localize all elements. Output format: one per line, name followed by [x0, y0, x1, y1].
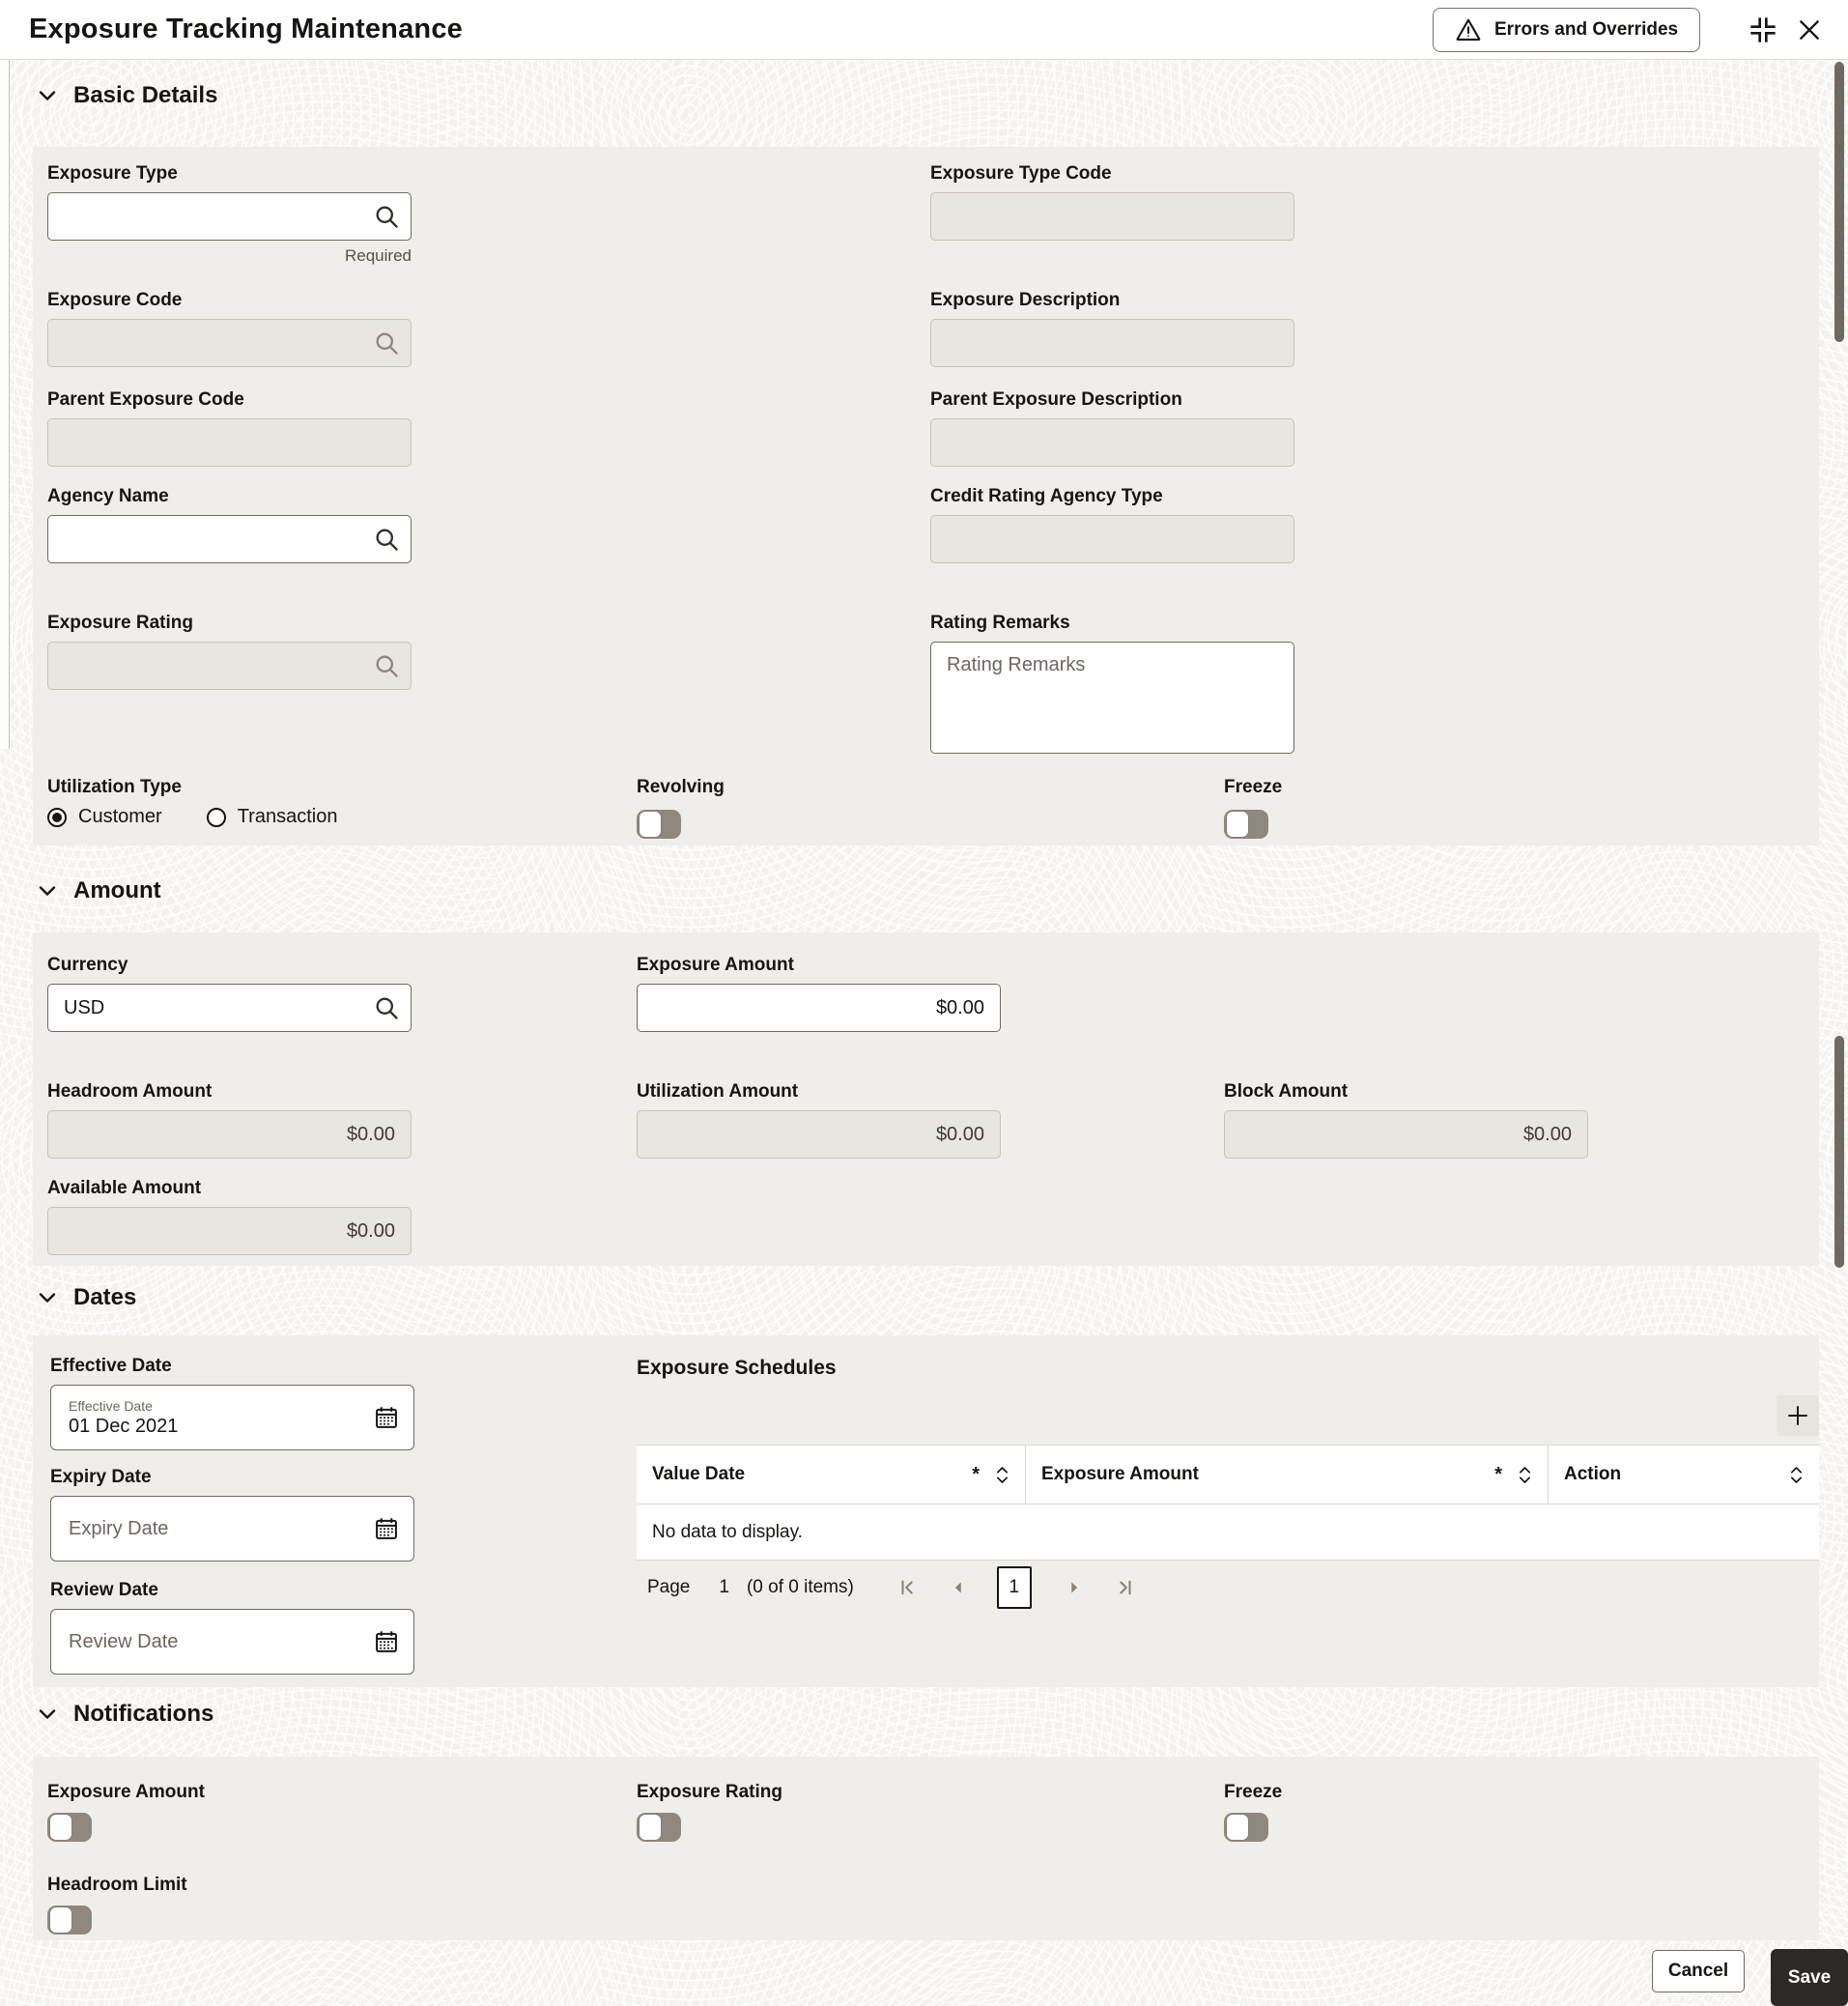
close-icon[interactable] [1793, 14, 1826, 46]
search-icon[interactable] [373, 994, 400, 1021]
current-page-button[interactable]: 1 [997, 1566, 1032, 1609]
revolving-field [637, 777, 1001, 839]
basic-details-panel [33, 147, 1819, 845]
credit-rating-agency-type-label: Credit Rating Agency Type [930, 486, 1163, 506]
chevron-down-icon [39, 1292, 56, 1304]
expiry-date-input[interactable] [50, 1496, 414, 1562]
expiry-date-placeholder: Expiry Date [69, 1517, 169, 1539]
exposure-description-field [930, 290, 1294, 367]
agency-name-field [47, 486, 412, 563]
block-amount-label: Block Amount [1224, 1081, 1349, 1102]
available-amount-field [47, 1178, 412, 1255]
column-header-action[interactable]: Action [1548, 1446, 1819, 1504]
toggle-knob [1227, 812, 1248, 837]
column-header-value-date[interactable]: Value Date * [637, 1446, 1025, 1504]
parent-exposure-code-input [47, 418, 412, 467]
search-icon [373, 652, 400, 679]
calendar-icon[interactable] [373, 1515, 400, 1542]
section-header-notifications[interactable] [39, 1700, 213, 1729]
parent-exposure-description-label: Parent Exposure Description [930, 389, 1182, 410]
errors-and-overrides-button[interactable] [1433, 8, 1700, 52]
chevron-down-icon [39, 90, 56, 101]
rating-remarks-textarea[interactable] [930, 642, 1294, 754]
notification-headroom-limit-label: Headroom Limit [47, 1875, 187, 1895]
freeze-label: Freeze [1224, 777, 1283, 797]
exposure-schedules-table [637, 1445, 1819, 1561]
notification-exposure-amount-field [47, 1782, 412, 1842]
required-asterisk: * [972, 1463, 980, 1485]
exposure-type-label: Exposure Type [47, 163, 178, 184]
toggle-knob [50, 1815, 71, 1840]
notification-exposure-amount-label: Exposure Amount [47, 1782, 205, 1802]
page-scrollbar-thumb[interactable] [1834, 1036, 1844, 1268]
parent-exposure-description-input [930, 418, 1294, 467]
available-amount-input [47, 1207, 412, 1255]
items-count: (0 of 0 items) [746, 1577, 854, 1597]
radio-customer[interactable] [47, 806, 162, 828]
currency-field [47, 955, 412, 1032]
exposure-code-label: Exposure Code [47, 290, 183, 310]
parent-exposure-code-field [47, 389, 412, 467]
review-date-field [50, 1580, 414, 1675]
utilization-type-radio-group [47, 806, 588, 828]
search-icon[interactable] [373, 203, 400, 230]
page-number: 1 [719, 1577, 729, 1597]
utilization-amount-input [637, 1110, 1001, 1159]
notification-headroom-limit-field [47, 1875, 412, 1934]
empty-table-row [637, 1504, 1819, 1561]
exposure-amount-label: Exposure Amount [637, 955, 794, 975]
notification-freeze-field [1224, 1782, 1588, 1842]
exposure-type-code-field [930, 163, 1294, 241]
sort-icon[interactable] [995, 1465, 1009, 1485]
calendar-icon[interactable] [373, 1404, 400, 1431]
save-button[interactable]: Save [1771, 1949, 1848, 2006]
effective-date-input[interactable] [50, 1385, 414, 1450]
notification-freeze-label: Freeze [1224, 1782, 1283, 1802]
revolving-toggle[interactable] [637, 810, 681, 839]
chevron-down-icon [39, 1708, 56, 1720]
add-schedule-button[interactable] [1777, 1395, 1819, 1436]
currency-input[interactable] [47, 984, 412, 1032]
calendar-icon[interactable] [373, 1628, 400, 1655]
block-amount-input [1224, 1110, 1588, 1159]
notification-exposure-rating-toggle[interactable] [637, 1813, 681, 1842]
exposure-type-code-label: Exposure Type Code [930, 163, 1112, 184]
page-label: Page [647, 1577, 691, 1597]
notification-freeze-toggle[interactable] [1224, 1813, 1268, 1842]
exposure-type-input[interactable] [47, 192, 412, 241]
amount-panel [33, 932, 1819, 1266]
errors-and-overrides-label: Errors and Overrides [1494, 19, 1679, 40]
required-note: Required [345, 246, 412, 265]
utilization-amount-field [637, 1081, 1001, 1159]
cancel-button[interactable]: Cancel [1652, 1950, 1745, 1992]
notification-exposure-rating-label: Exposure Rating [637, 1782, 782, 1802]
review-date-label: Review Date [50, 1580, 158, 1600]
currency-label: Currency [47, 955, 128, 975]
notification-exposure-rating-field [637, 1782, 1001, 1842]
parent-exposure-description-field [930, 389, 1294, 467]
sort-icon[interactable] [1518, 1465, 1532, 1485]
section-title: Amount [73, 877, 161, 903]
sort-icon[interactable] [1789, 1465, 1804, 1485]
section-header-dates[interactable] [39, 1283, 136, 1312]
available-amount-label: Available Amount [47, 1178, 202, 1198]
headroom-amount-label: Headroom Amount [47, 1081, 213, 1102]
rating-remarks-label: Rating Remarks [930, 613, 1070, 633]
exposure-amount-input[interactable] [637, 984, 1001, 1032]
last-page-icon[interactable] [1113, 1576, 1136, 1599]
radio-transaction-label: Transaction [237, 806, 338, 827]
exposure-description-label: Exposure Description [930, 290, 1121, 310]
agency-name-input[interactable] [47, 515, 412, 563]
notifications-panel [33, 1757, 1819, 1940]
review-date-input[interactable] [50, 1609, 414, 1675]
radio-customer-label: Customer [78, 806, 162, 827]
search-icon [373, 330, 400, 357]
section-title: Dates [73, 1284, 137, 1310]
toggle-knob [640, 812, 661, 837]
effective-date-inner-label: Effective Date [69, 1397, 153, 1414]
left-edge-strip [0, 60, 10, 749]
exposure-code-field [47, 290, 412, 367]
effective-date-field [50, 1356, 414, 1450]
section-header-basic-details[interactable] [39, 81, 217, 110]
exposure-rating-input [47, 642, 412, 690]
parent-exposure-code-label: Parent Exposure Code [47, 389, 244, 410]
dates-panel [33, 1335, 1819, 1687]
freeze-toggle[interactable] [1224, 810, 1268, 839]
plus-icon [1785, 1403, 1810, 1428]
revolving-label: Revolving [637, 777, 725, 797]
column-header-exposure-amount[interactable]: Exposure Amount * [1025, 1446, 1548, 1504]
utilization-type-field [47, 777, 588, 828]
notification-exposure-amount-toggle[interactable] [47, 1813, 92, 1842]
exposure-rating-field [47, 613, 412, 690]
exposure-description-input [930, 319, 1294, 367]
previous-page-icon[interactable] [947, 1576, 970, 1599]
chevron-down-icon [39, 885, 56, 897]
expiry-date-field [50, 1467, 414, 1562]
next-page-icon[interactable] [1063, 1576, 1086, 1599]
exposure-code-input [47, 319, 412, 367]
section-title: Notifications [73, 1701, 214, 1727]
review-date-placeholder: Review Date [69, 1630, 179, 1652]
toggle-knob [50, 1907, 71, 1933]
effective-date-label: Effective Date [50, 1356, 172, 1376]
freeze-field [1224, 777, 1588, 839]
rating-remarks-field [930, 613, 1294, 759]
section-title: Basic Details [73, 82, 218, 108]
agency-name-label: Agency Name [47, 486, 169, 506]
toggle-knob [640, 1815, 661, 1840]
headroom-amount-input [47, 1110, 412, 1159]
search-icon[interactable] [373, 526, 400, 553]
exposure-type-field [47, 163, 412, 266]
credit-rating-agency-type-input [930, 515, 1294, 563]
warning-icon [1455, 16, 1482, 43]
exposure-rating-label: Exposure Rating [47, 613, 193, 633]
credit-rating-agency-type-field [930, 486, 1294, 563]
expiry-date-label: Expiry Date [50, 1467, 152, 1487]
no-data-text: No data to display. [652, 1521, 803, 1542]
headroom-amount-field [47, 1081, 412, 1159]
page-title: Exposure Tracking Maintenance [29, 14, 463, 44]
app-header [0, 0, 1848, 60]
table-pagination [647, 1565, 1136, 1610]
radio-transaction[interactable] [207, 806, 338, 828]
utilization-amount-label: Utilization Amount [637, 1081, 799, 1102]
required-asterisk: * [1494, 1463, 1502, 1485]
table-header-row [637, 1445, 1819, 1504]
toggle-knob [1227, 1815, 1248, 1840]
section-header-amount[interactable] [39, 876, 161, 905]
exposure-schedules-title: Exposure Schedules [637, 1357, 837, 1379]
block-amount-field [1224, 1081, 1588, 1159]
effective-date-value: 01 Dec 2021 [69, 1415, 179, 1437]
inner-scrollbar-thumb[interactable] [1834, 62, 1844, 342]
exposure-amount-field [637, 955, 1001, 1032]
radio-unselected-icon [207, 808, 226, 827]
utilization-type-label: Utilization Type [47, 777, 182, 797]
collapse-icon[interactable] [1747, 14, 1779, 46]
radio-selected-icon [47, 808, 67, 827]
notification-headroom-limit-toggle[interactable] [47, 1906, 92, 1934]
exposure-type-code-input [930, 192, 1294, 241]
first-page-icon[interactable] [896, 1576, 920, 1599]
